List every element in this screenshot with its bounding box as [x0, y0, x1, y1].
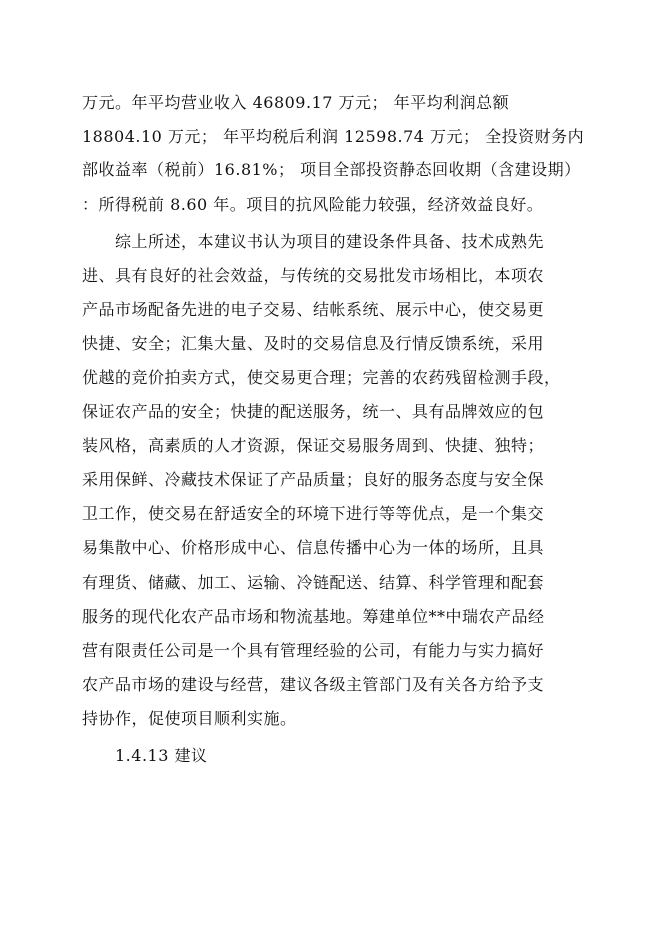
section-heading: 1.4.13 建议: [115, 746, 208, 765]
paragraph-line: 18804.10 万元； 年平均税后利润 12598.74 万元； 全投资财务内: [82, 127, 585, 146]
paragraph-line: 易集散中心、价格形成中心、信息传播中心为一体的场所，且具: [82, 538, 545, 557]
paragraph-line: 持协作，促使项目顺利实施。: [82, 709, 297, 728]
paragraph-line: 部收益率（税前）16.81%； 项目全部投资静态回收期（含建设期）: [82, 160, 581, 179]
paragraph-line: 服务的现代化农产品市场和物流基地。筹建单位**中瑞农产品经: [82, 607, 545, 626]
paragraph-line: 进、具有良好的社会效益，与传统的交易批发市场相比，本项农: [82, 266, 545, 285]
paragraph-line: 产品市场配备先进的电子交易、结帐系统、展示中心，使交易更: [82, 300, 545, 319]
paragraph-line: 有理货、储藏、加工、运输、冷链配送、结算、科学管理和配套: [82, 573, 545, 592]
paragraph-line: 保证农产品的安全；快捷的配送服务，统一、具有品牌效应的包: [82, 402, 545, 421]
paragraph-line: 农产品市场的建设与经营，建议各级主管部门及有关各方给予支: [82, 675, 545, 694]
paragraph-line: ：所得税前 8.60 年。项目的抗风险能力较强，经济效益良好。: [82, 195, 544, 214]
paragraph-line: 装风格，高素质的人才资源，保证交易服务周到、快捷、独特；: [82, 436, 545, 455]
paragraph-line: 万元。年平均营业收入 46809.17 万元； 年平均利润总额: [82, 93, 510, 112]
paragraph-line: 优越的竞价拍卖方式，使交易更合理；完善的农药残留检测手段，: [82, 368, 561, 387]
paragraph-line: 采用保鲜、冷藏技术保证了产品质量；良好的服务态度与安全保: [82, 470, 545, 489]
paragraph-line: 快捷、安全；汇集大量、及时的交易信息及行情反馈系统，采用: [82, 334, 545, 353]
paragraph-line: 营有限责任公司是一个具有管理经验的公司，有能力与实力搞好: [82, 641, 545, 660]
paragraph-line: 卫工作，使交易在舒适安全的环境下进行等等优点，是一个集交: [82, 504, 545, 523]
paragraph-line: 综上所述，本建议书认为项目的建设条件具备、技术成熟先: [115, 232, 545, 251]
